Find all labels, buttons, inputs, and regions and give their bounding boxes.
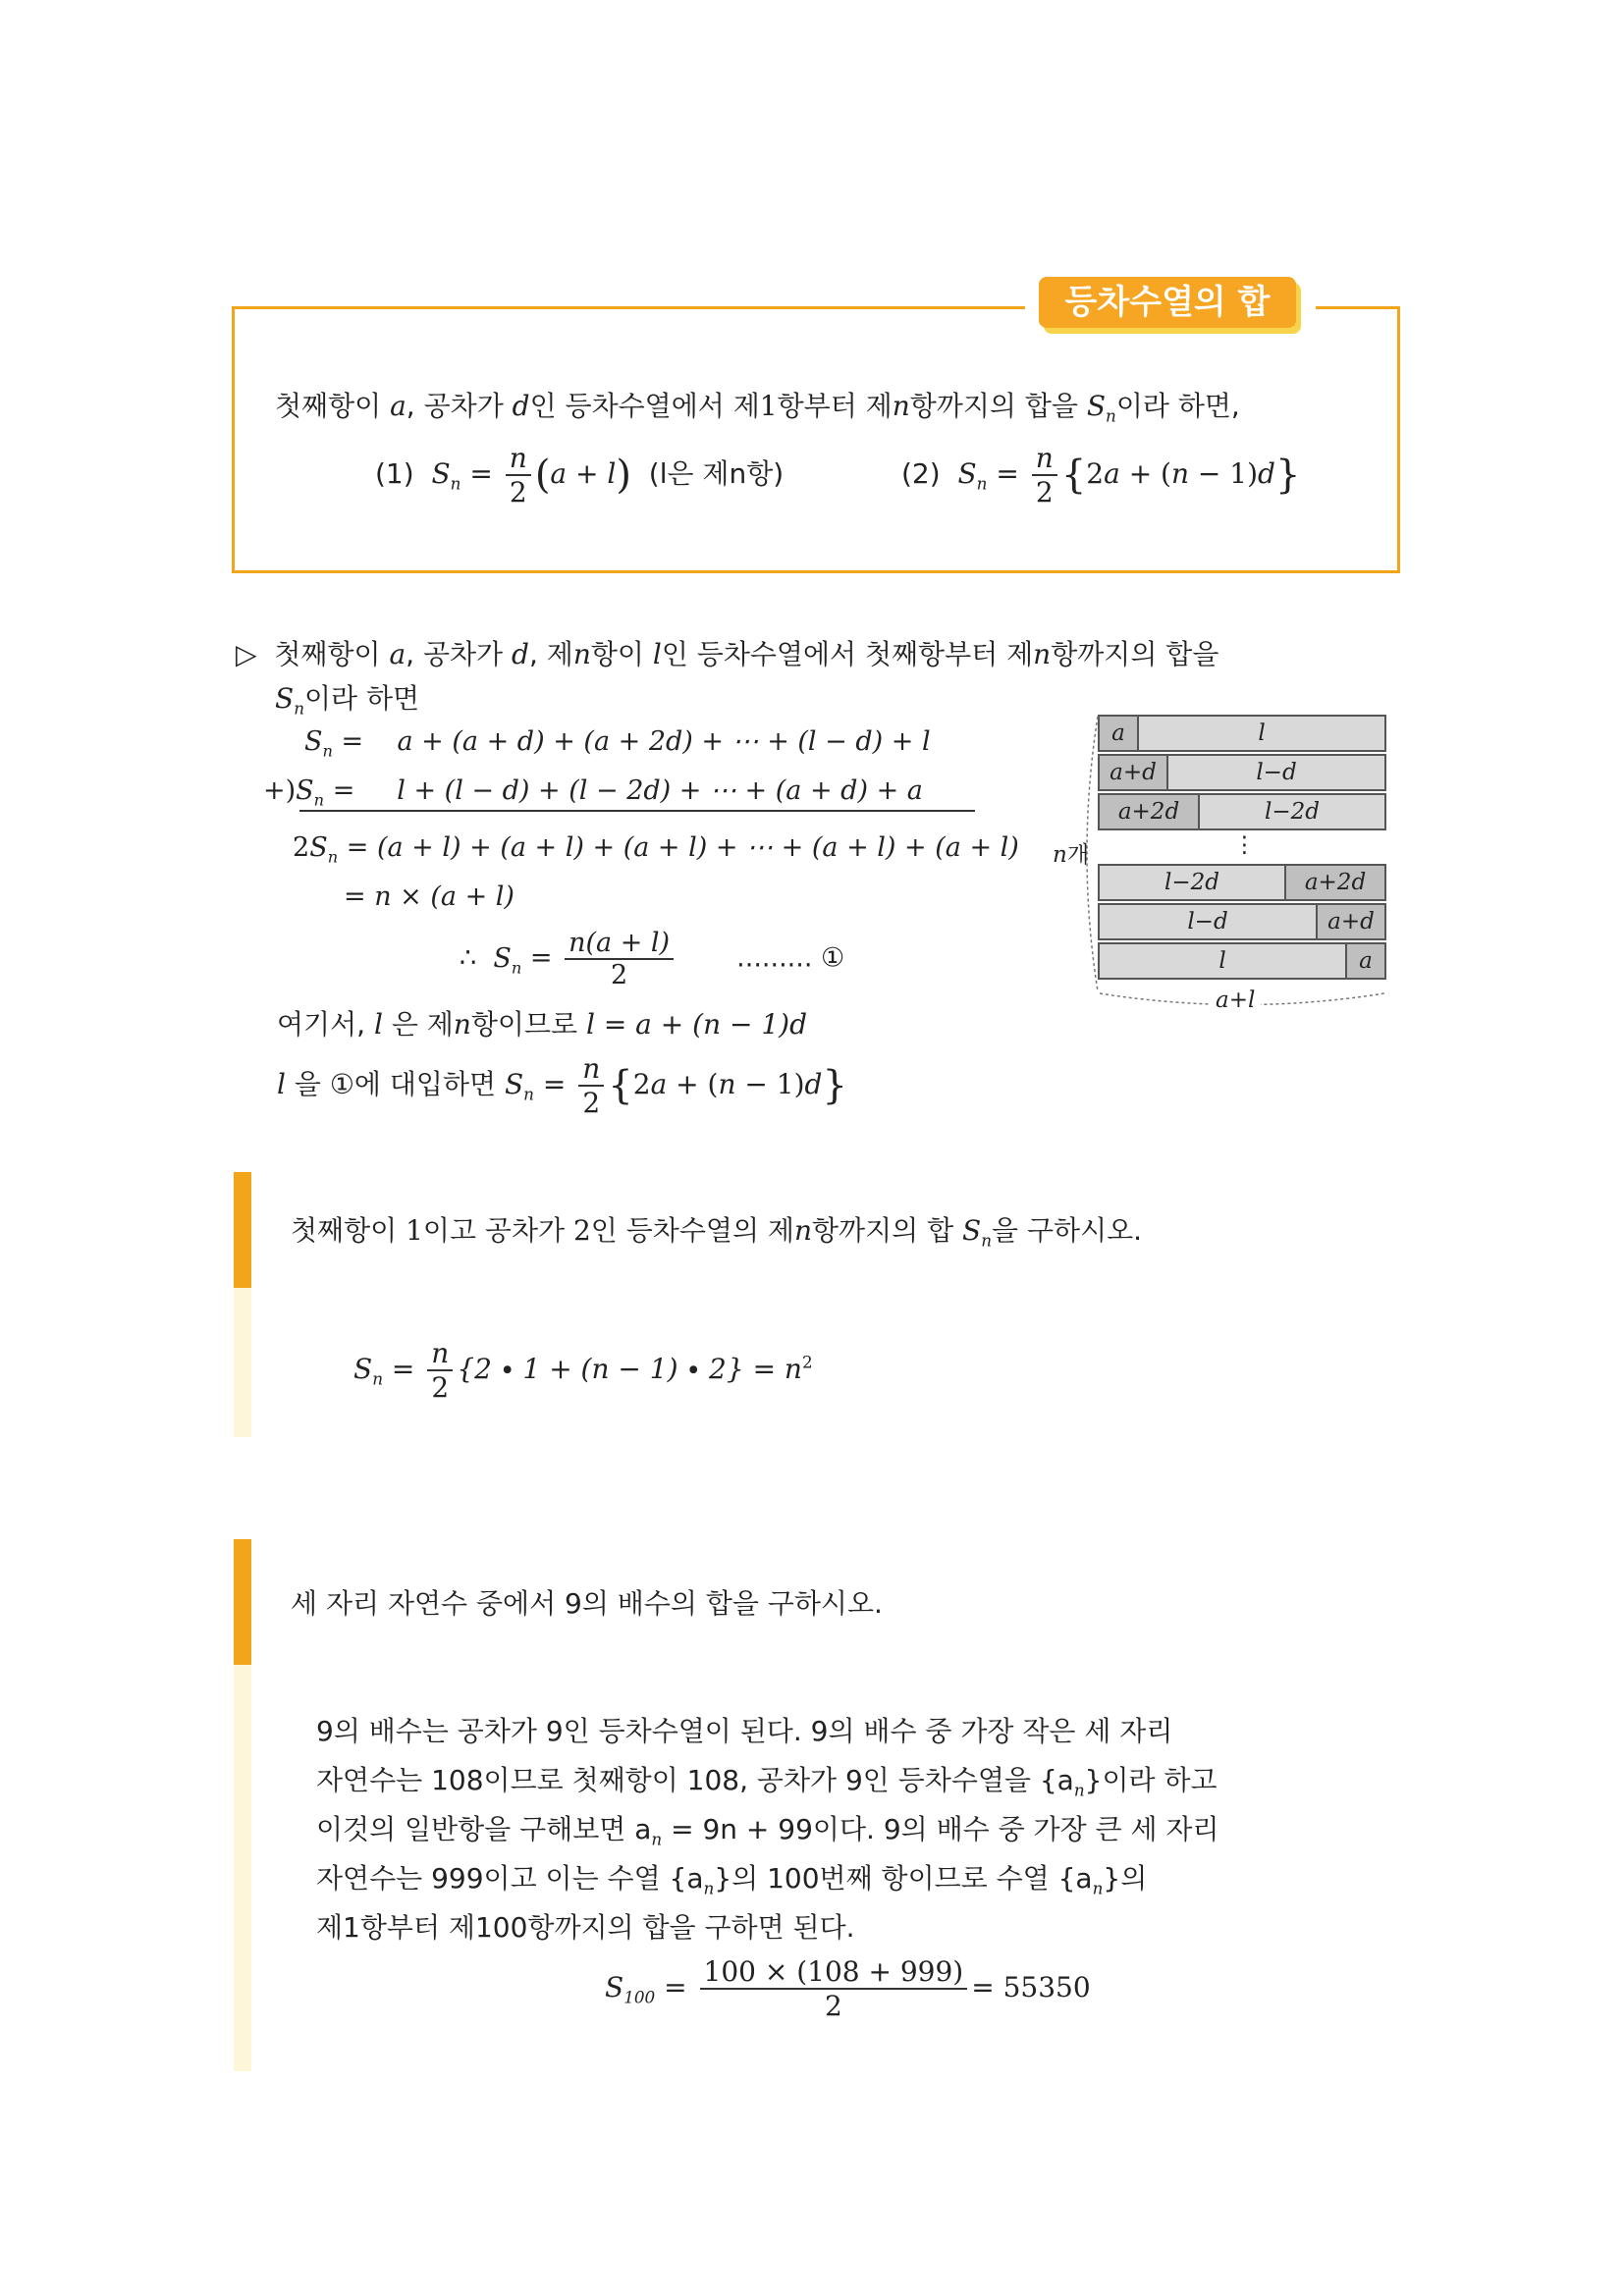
diagram-row-2-left: a+d <box>1098 754 1168 791</box>
formula-1: (1) $S_n$ = $\frac{n}{2}$ (a + l) (l은 제n항) <box>375 442 785 508</box>
example2-line-4: 자연수는 999이고 이는 수열 $\{a_n\}$의 100번째 항이므로 수열 $\{a_n\}$의 <box>316 1862 1148 1898</box>
example2-marker-light <box>234 1665 251 2071</box>
example1-marker <box>234 1172 251 1288</box>
summary-intro: 첫째항이 a, 공차가 d인 등차수열에서 제1항부터 제n항까지의 합을 $S_n$이라 하면, <box>275 390 1240 426</box>
example2-line-5: 제1항부터 제100항까지의 합을 구하면 된다. <box>316 1911 855 1944</box>
example1-solution: $S_n$ = $\frac{n}{2}$ $\{2 \cdot 1 + (n - 1) \cdot 2\} = n^2$ <box>353 1337 813 1404</box>
diagram-row-5-right: a+d <box>1316 903 1386 940</box>
sum-result: ∴ $S_n$ = $\frac{n(a + l)}{2}$ ......... ① <box>460 928 845 990</box>
diagram-row-4-right: a+2d <box>1284 864 1386 901</box>
derivation-lead: ▷ 첫째항이 a, 공차가 d, 제n항이 l인 등차수열에서 첫째항부터 제n항까지의 합을 <box>236 638 1219 670</box>
derivation-lead-2: $S_n$이라 하면 <box>275 682 420 719</box>
here-line: 여기서, l 은 제n항이므로 l = a + (n − 1)d <box>277 1008 808 1041</box>
diagram-row-1-right: l <box>1137 715 1386 752</box>
sum-row-4: = n × (a + l) <box>344 881 514 912</box>
diagram-bottom-label: a+l <box>1210 988 1261 1013</box>
diagram-n-label: n개 <box>1053 842 1090 868</box>
summary-box <box>232 306 1400 573</box>
diagram-row-3-right: l−2d <box>1198 793 1386 830</box>
example1-question: 첫째항이 1이고 공차가 2인 등차수열의 제n항까지의 합 $S_n$을 구하시오. <box>291 1214 1143 1251</box>
example2-line-3: 이것의 일반항을 구해보면 $a_n = 9n + 99$이다. 9의 배수 중 가장 큰 세 자리 <box>316 1813 1219 1849</box>
sum-rule <box>299 810 975 812</box>
formula-2: (2) $S_n$ = $\frac{n}{2}$ {2a + (n − 1)d} <box>901 442 1301 508</box>
sum-row-3: $2S_n = (a + l) + (a + l) + (a + l)$ + ⋯ + (a + l) + (a + l) <box>293 832 1019 867</box>
diagram-row-2-right: l−d <box>1166 754 1386 791</box>
section-title: 등차수열의 합 <box>1039 277 1296 328</box>
example2-line-2: 자연수는 108이므로 첫째항이 108, 공차가 9인 등차수열을 $\{a_n\}$이라 하고 <box>316 1764 1218 1800</box>
example2-question: 세 자리 자연수 중에서 9의 배수의 합을 구하시오. <box>291 1587 883 1620</box>
diagram-row-5-left: l−d <box>1098 903 1318 940</box>
example2-result: $S_{100}$ = $\frac{100 \times (108 + 999)}{2}$ = 55350 <box>605 1955 1091 2022</box>
diagram-vdots: ⋮ <box>1233 832 1256 858</box>
diagram-row-1-left: a <box>1098 715 1139 752</box>
substitute-line: l 을 ①에 대입하면 $S_n$ = $\frac{n}{2}$ {2a + (n − 1)d} <box>277 1052 847 1119</box>
diagram-row-6-left: l <box>1098 942 1347 980</box>
sum-row-1: $S_n$ = a + (a + d) + (a + 2d) + ⋯ + (l − d) + l <box>304 726 931 761</box>
example1-marker-light <box>234 1288 251 1437</box>
diagram-row-4-left: l−2d <box>1098 864 1286 901</box>
diagram-row-3-left: a+2d <box>1098 793 1200 830</box>
diagram-braces <box>1041 707 1404 1021</box>
example2-line-1: 9의 배수는 공차가 9인 등차수열이 된다. 9의 배수 중 가장 작은 세 자리 <box>316 1715 1173 1747</box>
example2-marker <box>234 1539 251 1665</box>
diagram-row-6-right: a <box>1345 942 1386 980</box>
sum-row-2: $+)S_n$ = l + (l − d) + (l − 2d) + ⋯ + (a + d) + a <box>263 775 923 810</box>
